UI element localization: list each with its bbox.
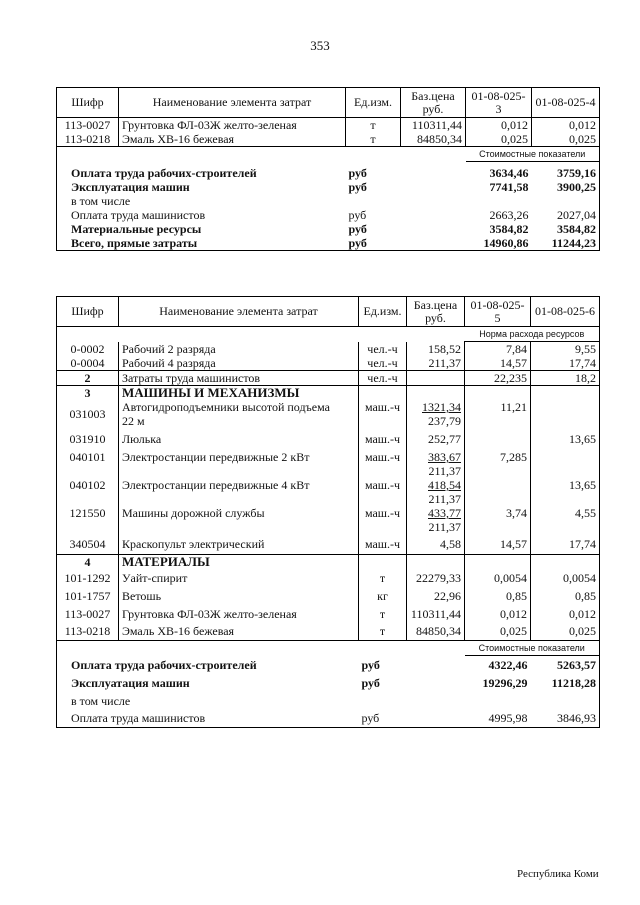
row-code: 031910 [57, 428, 119, 450]
row-code: 113-0027 [57, 118, 119, 133]
row-value-a: 0,85 [465, 587, 531, 605]
row-name: Грунтовка ФЛ-03Ж желто-зеленая [119, 118, 346, 133]
summary-unit: руб [348, 207, 367, 222]
row-price-line1: 1321,34 [422, 400, 461, 414]
row-value-b: 0,0054 [531, 569, 600, 587]
summary-row [57, 194, 600, 208]
row-name: Уайт-спирит [119, 569, 359, 587]
row-unit: т [346, 132, 401, 147]
row-unit: чел.-ч [359, 371, 407, 386]
row-price-line1: 418,54 [428, 478, 461, 492]
section-code: 3 [57, 386, 119, 401]
row-value-b: 18,2 [531, 371, 600, 386]
row-price: 158,52 [407, 342, 465, 357]
summary-value-b: 3900,25 [532, 180, 600, 194]
header-col-a: 01-08-025-5 [465, 297, 531, 327]
header-col-b: 01-08-025-4 [532, 88, 600, 118]
row-name: Электростанции передвижные 2 кВт [119, 450, 359, 478]
table-row [57, 605, 600, 623]
table-row [57, 623, 600, 641]
row-unit: маш.-ч [359, 478, 407, 506]
row-price-line2: 211,37 [428, 492, 461, 506]
row-price: 22,96 [407, 587, 465, 605]
summary-unit: руб [359, 710, 407, 728]
row-code: 040101 [57, 450, 119, 478]
table1-header-row [57, 88, 600, 118]
row-name: Ветошь [119, 587, 359, 605]
row-price [407, 506, 465, 534]
row-value-b: 0,85 [531, 587, 600, 605]
section-code: 4 [57, 554, 119, 569]
row-unit: чел.-ч [359, 342, 407, 357]
summary-value-a: 3634,46 [489, 165, 529, 180]
row-name: Грунтовка ФЛ-03Ж желто-зеленая [119, 605, 359, 623]
page-number: 353 [310, 38, 330, 53]
row-value-b: 9,55 [531, 342, 600, 357]
row-code: 0-0002 [57, 342, 119, 357]
table-row [57, 132, 600, 147]
row-value-b: 13,65 [531, 478, 600, 506]
row-price: 4,58 [407, 534, 465, 554]
row-value-a [465, 428, 531, 450]
footer-region: Республика Коми [517, 868, 599, 880]
row-code: 040102 [57, 478, 119, 506]
table-row [57, 569, 600, 587]
row-code: 113-0218 [57, 623, 119, 641]
summary-value-b: 11244,23 [532, 236, 600, 251]
row-value-b [531, 400, 600, 428]
row-value-b: 0,012 [531, 605, 600, 623]
table-row [57, 118, 600, 133]
summary-row [57, 236, 600, 251]
summary-value-a: 2663,26 [489, 207, 529, 222]
section-row [57, 554, 600, 569]
header-code: Шифр [57, 297, 119, 327]
row-value-b: 13,65 [531, 428, 600, 450]
row-value-a: 3,74 [465, 506, 531, 534]
summary-row [57, 208, 600, 222]
row-unit: т [359, 605, 407, 623]
row-price-line2: 211,37 [428, 464, 461, 478]
row-value-b: 4,55 [531, 506, 600, 534]
row-price [407, 478, 465, 506]
summary-row [57, 656, 600, 674]
summary-unit: руб [348, 221, 367, 236]
table-row [57, 356, 600, 371]
row-unit: чел.-ч [359, 356, 407, 371]
section-title: МАШИНЫ И МЕХАНИЗМЫ [119, 386, 359, 401]
row-name: Краскопульт электрический [119, 534, 359, 554]
row-price-line1: 383,67 [428, 450, 461, 464]
row-value-a: 14,57 [465, 356, 531, 371]
header-price: Баз.цена руб. [407, 297, 465, 327]
summary-unit: руб [346, 236, 401, 251]
row-value-b: 0,012 [532, 118, 600, 133]
row-code: 121550 [57, 506, 119, 534]
cost-note: Стоимостные показатели [466, 147, 600, 162]
section-row [57, 386, 600, 401]
row-price: 84850,34 [407, 623, 465, 641]
row-value-a: 0,0054 [465, 569, 531, 587]
cost-note: Стоимостные показатели [465, 641, 600, 656]
row-name: Электростанции передвижные 4 кВт [119, 478, 359, 506]
summary-value-b: 3759,16 [532, 166, 600, 180]
cost-note-row [57, 641, 600, 656]
summary-value-a: 14960,86 [466, 236, 532, 251]
table-row [57, 587, 600, 605]
row-price: 252,77 [407, 428, 465, 450]
header-name: Наименование элемента затрат [119, 297, 359, 327]
row-code: 340504 [57, 534, 119, 554]
summary-row [57, 222, 600, 236]
summary-unit: руб [361, 675, 380, 690]
row-name-line2: 22 м [122, 414, 145, 428]
row-name: Затраты труда машинистов [119, 371, 359, 386]
row-value-b: 17,74 [531, 534, 600, 554]
summary-name: в том числе [57, 194, 346, 208]
row-value-a: 22,235 [465, 371, 531, 386]
row-value-b: 17,74 [531, 356, 600, 371]
row-name: Машины дорожной службы [119, 506, 359, 534]
summary-value-b: 5263,57 [531, 656, 600, 674]
table2-header-row [57, 297, 600, 327]
summary-value-b: 2027,04 [532, 208, 600, 222]
header-name: Наименование элемента затрат [119, 88, 346, 118]
machinist-row [57, 371, 600, 386]
table-row [57, 342, 600, 357]
summary-value-a: 4322,46 [488, 657, 528, 672]
row-price [407, 400, 465, 428]
header-unit: Ед.изм. [359, 297, 407, 327]
summary-value-a: 19296,29 [482, 675, 528, 690]
summary-name: Оплата труда машинистов [57, 208, 346, 222]
row-unit: т [359, 569, 407, 587]
summary-row [57, 180, 600, 194]
summary-unit: руб [361, 657, 380, 672]
summary-name: Оплата труда машинистов [57, 710, 359, 728]
summary-value-b: 3584,82 [532, 222, 600, 236]
row-unit: кг [359, 587, 407, 605]
row-name: Рабочий 2 разряда [119, 342, 359, 357]
row-unit: маш.-ч [359, 506, 407, 534]
table-row [57, 478, 600, 506]
summary-unit: руб [348, 165, 367, 180]
row-unit: т [359, 623, 407, 641]
row-code: 113-0027 [57, 605, 119, 623]
row-code: 101-1292 [57, 569, 119, 587]
row-name: Эмаль ХВ-16 бежевая [119, 623, 359, 641]
row-code: 2 [57, 371, 119, 386]
row-name: Люлька [119, 428, 359, 450]
row-value-a: 0,012 [465, 605, 531, 623]
row-name-line1: Автогидроподъемники высотой подъема [122, 400, 330, 414]
summary-name: Оплата труда рабочих-строителей [57, 166, 346, 180]
header-col-b: 01-08-025-6 [531, 297, 600, 327]
norm-note-row [57, 327, 600, 342]
row-price: 84850,34 [401, 132, 466, 147]
header-unit: Ед.изм. [346, 88, 401, 118]
row-value-b: 0,025 [532, 132, 600, 147]
row-value-a: 7,285 [465, 450, 531, 478]
section-title: МАТЕРИАЛЫ [119, 554, 359, 569]
row-value-a: 11,21 [465, 400, 531, 428]
row-code: 113-0218 [57, 132, 119, 147]
summary-value-b: 11218,28 [531, 674, 600, 692]
row-value-b: 0,025 [531, 623, 600, 641]
summary-unit: руб [348, 179, 367, 194]
table-row [57, 506, 600, 534]
summary-row [57, 166, 600, 180]
table-row [57, 534, 600, 554]
header-price: Баз.цена руб. [401, 88, 466, 118]
summary-name: Оплата труда рабочих-строителей [57, 656, 359, 674]
resource-table-1 [56, 87, 600, 251]
summary-value-a: 7741,58 [489, 179, 529, 194]
row-price [407, 371, 465, 386]
cost-note-row [57, 147, 600, 162]
row-value-a: 0,025 [466, 132, 532, 147]
header-col-a: 01-08-025-3 [466, 88, 532, 118]
row-price: 211,37 [407, 356, 465, 371]
row-value-a [465, 478, 531, 506]
summary-name: Эксплуатация машин [57, 674, 359, 692]
row-unit: т [346, 118, 401, 133]
row-unit: маш.-ч [359, 400, 407, 428]
row-price [407, 450, 465, 478]
summary-row [57, 692, 600, 710]
row-code: 031003 [57, 400, 119, 428]
summary-row [57, 710, 600, 728]
summary-name: Материальные ресурсы [57, 222, 346, 236]
summary-name: в том числе [57, 692, 359, 710]
row-price-line2: 211,37 [428, 520, 461, 534]
row-price: 22279,33 [407, 569, 465, 587]
row-unit: маш.-ч [359, 450, 407, 478]
table-row [57, 450, 600, 478]
row-code: 101-1757 [57, 587, 119, 605]
row-value-a: 0,025 [465, 623, 531, 641]
norm-note: Норма расхода ресурсов [465, 327, 600, 342]
row-price-line2: 237,79 [428, 414, 461, 428]
summary-value-a: 4995,98 [465, 710, 531, 728]
summary-value-b: 3846,93 [531, 710, 600, 728]
row-price: 110311,44 [401, 118, 466, 133]
row-unit: маш.-ч [359, 428, 407, 450]
row-value-a: 14,57 [465, 534, 531, 554]
row-price: 110311,44 [407, 605, 465, 623]
table-row [57, 428, 600, 450]
row-code: 0-0004 [57, 356, 119, 371]
row-name: Рабочий 4 разряда [119, 356, 359, 371]
summary-value-a: 3584,82 [489, 221, 529, 236]
summary-name: Всего, прямые затраты [57, 236, 346, 251]
header-code: Шифр [57, 88, 119, 118]
row-name: Эмаль ХВ-16 бежевая [119, 132, 346, 147]
summary-row [57, 674, 600, 692]
row-value-b [531, 450, 600, 478]
row-value-a: 0,012 [466, 118, 532, 133]
row-value-a: 7,84 [465, 342, 531, 357]
summary-name: Эксплуатация машин [57, 180, 346, 194]
resource-table-2 [56, 296, 600, 728]
row-price-line1: 433,77 [428, 506, 461, 520]
row-name [119, 400, 359, 428]
table-row [57, 400, 600, 428]
row-unit: маш.-ч [359, 534, 407, 554]
